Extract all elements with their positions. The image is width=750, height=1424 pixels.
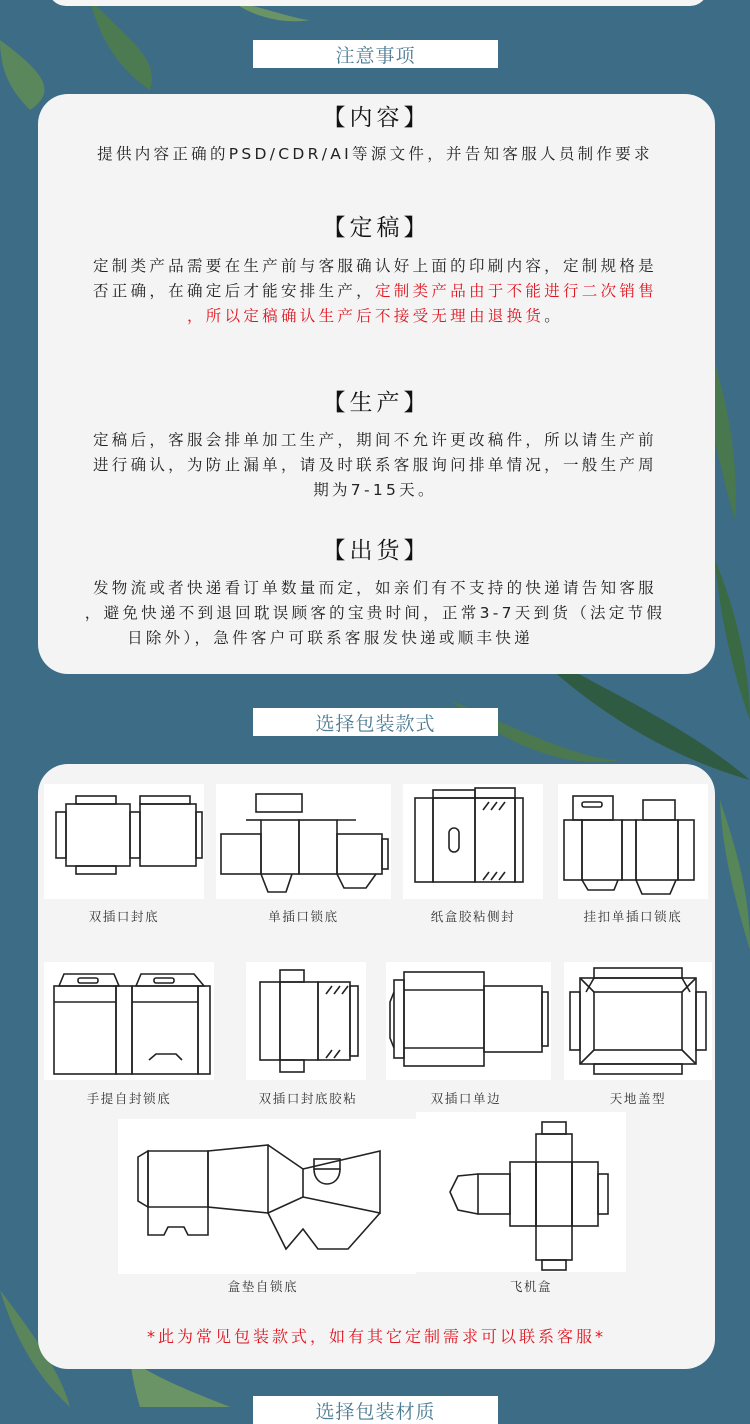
production-paragraph (60, 428, 690, 503)
shipping-heading: 【出货】 (322, 538, 431, 564)
airplane-box-diagram (416, 1112, 626, 1272)
package-label-2: 单插口锁底 (268, 909, 339, 924)
glued-side-diagram (403, 784, 543, 899)
section-title-package: 选择包装款式 (253, 708, 498, 736)
package-label-1: 双插口封底 (88, 909, 160, 924)
package-label-3: 纸盒胶粘侧封 (430, 909, 516, 924)
single-tuck-diagram (216, 784, 391, 899)
package-pad-self-lock (118, 1119, 416, 1274)
previous-card-edge (48, 0, 708, 6)
content-heading: 【内容】 (322, 105, 431, 131)
section-title-material: 选择包装材质 (253, 1396, 498, 1424)
production-line-3: 期为7-15天。 (313, 481, 437, 499)
shipping-line-2: ，避免快递不到退回耽误顾客的宝贵时间，正常3-7天到货（法定节假 (84, 604, 666, 622)
production-line-1: 定稿后，客服会排单加工生产，期间不允许更改稿件，所以请生产前 (92, 431, 657, 449)
draft-paragraph (60, 254, 690, 329)
package-lid-base (564, 962, 712, 1080)
draft-heading: 【定稿】 (322, 215, 431, 241)
package-glued-side (403, 784, 543, 899)
production-heading: 【生产】 (322, 390, 431, 416)
package-label-6: 双插口封底胶粘 (258, 1091, 358, 1106)
package-airplane-box (416, 1112, 626, 1272)
content-text: 提供内容正确的PSD/CDR/AI等源文件，并告知客服人员制作要求 (97, 145, 653, 163)
shipping-paragraph (60, 576, 690, 651)
double-tuck-glued-diagram (246, 962, 366, 1080)
package-double-tuck-single-edge (386, 962, 551, 1080)
package-hanger-single-tuck (558, 784, 708, 899)
package-label-4: 挂扣单插口锁底 (583, 909, 683, 924)
section-title-notice: 注意事项 (253, 40, 498, 68)
notice-card (38, 94, 715, 674)
package-label-7: 双插口单边 (430, 1091, 502, 1106)
package-single-tuck-lock (216, 784, 391, 899)
pad-self-lock-diagram (118, 1119, 416, 1274)
package-label-10: 飞机盒 (509, 1279, 553, 1294)
double-tuck-diagram (44, 784, 204, 899)
package-card (38, 764, 715, 1369)
package-handle-self-lock (44, 962, 214, 1080)
shipping-line-1: 发物流或者快递看订单数量而定，如亲们有不支持的快递请告知客服 (92, 579, 657, 597)
hanger-diagram (558, 784, 708, 899)
package-note: *此为常见包装款式，如有其它定制需求可以联系客服* (146, 1327, 606, 1346)
package-double-tuck-glued (246, 962, 366, 1080)
package-label-8: 天地盖型 (609, 1091, 667, 1106)
handle-diagram (44, 962, 214, 1080)
single-edge-diagram (386, 962, 551, 1080)
draft-line-3: ，所以定稿确认生产后不接受无理由退换货。 (186, 307, 563, 325)
shipping-line-3: 日除外），急件客户可联系客服发快递或顺丰快递 (127, 629, 533, 647)
package-label-9: 盒垫自锁底 (227, 1279, 299, 1294)
package-label-5: 手提自封锁底 (86, 1091, 172, 1106)
lid-base-diagram (564, 962, 712, 1080)
package-double-tuck (44, 784, 204, 899)
draft-line-2: 否正确，在确定后才能安排生产，定制类产品由于不能进行二次销售 (92, 282, 658, 300)
draft-line-1: 定制类产品需要在生产前与客服确认好上面的印刷内容，定制规格是 (92, 257, 657, 275)
production-line-2: 进行确认，为防止漏单，请及时联系客服询问排单情况，一般生产周 (92, 456, 657, 474)
